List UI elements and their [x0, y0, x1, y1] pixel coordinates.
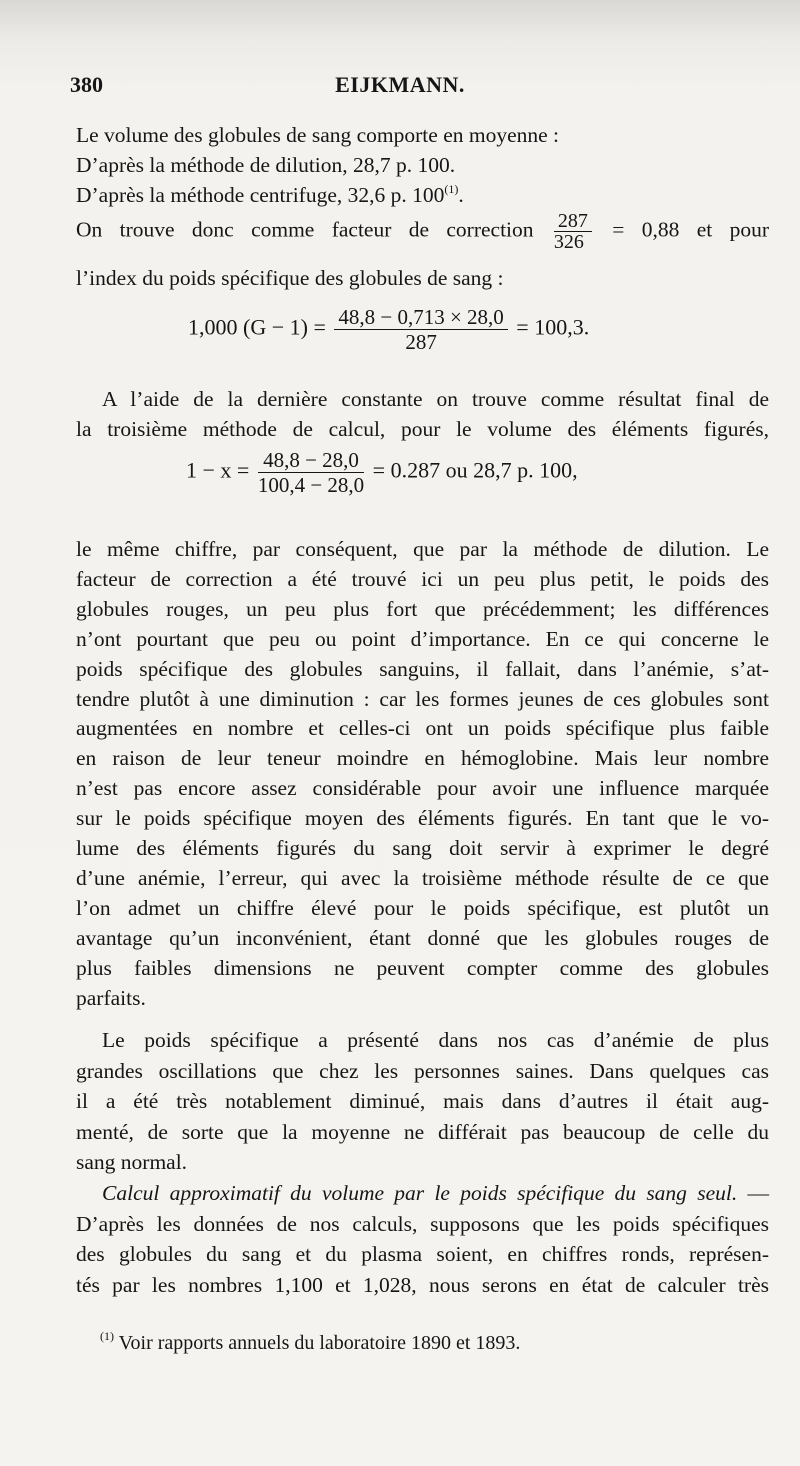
- correction-fraction: $\frac{287}{326}$: [554, 212, 592, 251]
- page-header: [70, 72, 730, 104]
- equation-1-fraction: $\frac{48,8 - 0,713 \times 28,0}{287}$: [334, 306, 507, 353]
- paragraph-4: Le poids spécifique a présenté dans nos cas d’anémie de plus grandes oscillations que chez les personnes saines. Dans quelques cas il a été très notablement diminué, mais dans d’autres il était aug- menté, de sorte que la moyenne ne différait pas beaucoup de celle du sang normal.: [76, 1028, 769, 1174]
- running-head: EIJKMANN.: [335, 72, 465, 97]
- index-line: l’index du poids spécifique des globules de sang :: [76, 266, 504, 290]
- text-line: Le volume des globules de sang comporte en moyenne :: [76, 123, 560, 147]
- equation-1: 1,000 (G − 1) = $\frac{48,8 - 0,713 \times 28,0}{287}$ = 100,3.: [188, 305, 590, 354]
- section-heading: Calcul approximatif du volume par le poids spécifique du sang seul. —: [102, 1181, 769, 1205]
- equation-2: 1 − x = $\frac{48,8 - 28,0}{100,4 - 28,0}$ = 0.287 ou 28,7 p. 100,: [186, 448, 578, 497]
- footnote-ref: (1): [444, 182, 459, 196]
- equation-2-fraction: $\frac{48,8 - 28,0}{100,4 - 28,0}$: [257, 448, 365, 497]
- footnote-text: Voir rapports annuels du laboratoire 1890 et 1893.: [118, 1332, 521, 1354]
- intro-block: [76, 120, 769, 210]
- footnote-mark: (1): [100, 1329, 114, 1343]
- footnote: [100, 1329, 521, 1355]
- paragraph-2: A l’aide de la dernière constante on trouve comme résultat final de la troisième méthode de calcul, pour le volume des éléments figurés,: [76, 387, 769, 441]
- text-line: D’après la méthode de dilution, 28,7 p. 100.: [76, 153, 456, 177]
- correction-line: On trouve donc comme facteur de correction $\frac{287}{326}$ = 0,88 et pour: [76, 210, 769, 253]
- paragraph-5: Calcul approximatif du volume par le poids spécifique du sang seul. — D’après les données de nos calculs, supposons que les poids spécifiques des globules du sang et du plasma soient, en chiffres ronds, représen- tés par les nombres 1,100 et 1,028, nous serons en état de calculer très: [76, 1178, 769, 1300]
- page-number: 380: [70, 72, 103, 97]
- paragraph-3: le même chiffre, par conséquent, que par la méthode de dilution. Le facteur de correction a été trouvé ici un peu plus petit, le poids des globules rouges, un peu plus fort que précédemment; les différences n’ont pourtant que peu ou point d’importance. En ce qui concerne le poids spécifique des globules sanguins, il fallait, dans l’anémie, s’at- tendre plutôt à une diminution : car les formes jeunes de ces globules sont augmentées en nombre et celles-ci ont un poids spécifique plus faible en raison de leur teneur moindre en hémoglobine. Mais leur nombre n’est pas encore assez considérable pour avoir une influence marquée sur le poids spécifique moyen des éléments figurés. En tant que le vo- lume des éléments figurés du sang doit servir à exprimer le degré d’une anémie, l’erreur, qui avec la troisième méthode résulte de ce que l’on admet un chiffre élevé pour le poids spécifique, est plutôt un avantage qu’un inconvénient, étant donné que les globules rouges de plus faibles dimensions ne peuvent compter comme des globules parfaits.: [76, 537, 769, 1010]
- text-line: D’après la méthode centrifuge, 32,6 p. 100$^{(1)}$.: [76, 182, 464, 207]
